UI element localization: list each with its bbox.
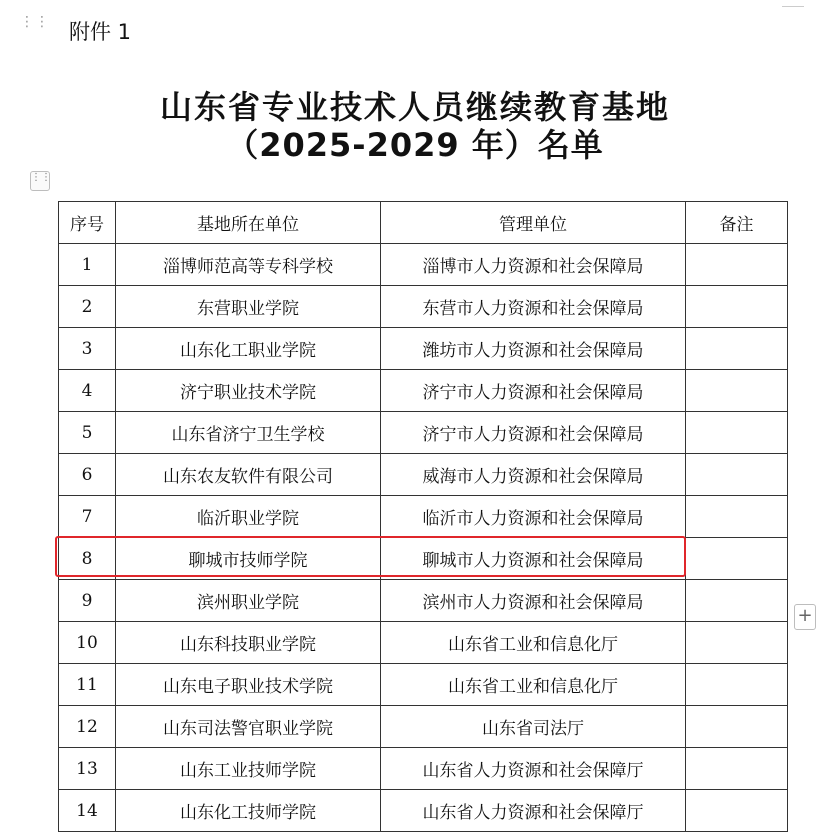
cell-seq: 14 bbox=[59, 790, 116, 832]
table-row bbox=[59, 622, 788, 664]
cell-manager: 山东省人力资源和社会保障厅 bbox=[381, 790, 686, 832]
cell-unit: 山东化工技师学院 bbox=[116, 790, 381, 832]
cell-manager: 济宁市人力资源和社会保障局 bbox=[381, 370, 686, 412]
table-row bbox=[59, 286, 788, 328]
drag-handle-icon[interactable]: ⋮⋮ bbox=[20, 14, 50, 30]
cell-seq: 4 bbox=[59, 370, 116, 412]
cell-note bbox=[686, 664, 788, 706]
cell-seq: 9 bbox=[59, 580, 116, 622]
base-list-table bbox=[58, 201, 788, 832]
cell-seq: 10 bbox=[59, 622, 116, 664]
table-row bbox=[59, 454, 788, 496]
header-manager: 管理单位 bbox=[381, 202, 686, 244]
cell-seq: 2 bbox=[59, 286, 116, 328]
cell-unit: 山东电子职业技术学院 bbox=[116, 664, 381, 706]
table-row bbox=[59, 244, 788, 286]
cell-unit: 东营职业学院 bbox=[116, 286, 381, 328]
header-seq: 序号 bbox=[59, 202, 116, 244]
attachment-label: 附件 1 bbox=[69, 20, 132, 44]
cell-note bbox=[686, 286, 788, 328]
page-corner-mark bbox=[782, 0, 804, 7]
document-title-line2: （2025-2029 年）名单 bbox=[226, 126, 604, 164]
table-row bbox=[59, 706, 788, 748]
cell-note bbox=[686, 538, 788, 580]
cell-manager: 潍坊市人力资源和社会保障局 bbox=[381, 328, 686, 370]
cell-note bbox=[686, 496, 788, 538]
cell-note bbox=[686, 790, 788, 832]
table-row bbox=[59, 496, 788, 538]
plus-icon: + bbox=[797, 605, 813, 626]
cell-seq: 11 bbox=[59, 664, 116, 706]
cell-manager: 东营市人力资源和社会保障局 bbox=[381, 286, 686, 328]
cell-seq: 1 bbox=[59, 244, 116, 286]
cell-unit: 临沂职业学院 bbox=[116, 496, 381, 538]
cell-manager: 山东省工业和信息化厅 bbox=[381, 622, 686, 664]
cell-manager: 山东省人力资源和社会保障厅 bbox=[381, 748, 686, 790]
cell-seq: 6 bbox=[59, 454, 116, 496]
cell-manager: 临沂市人力资源和社会保障局 bbox=[381, 496, 686, 538]
table-row-highlighted bbox=[59, 538, 788, 580]
cell-manager: 淄博市人力资源和社会保障局 bbox=[381, 244, 686, 286]
document-title-line1: 山东省专业技术人员继续教育基地 bbox=[159, 88, 670, 126]
cell-unit: 山东司法警官职业学院 bbox=[116, 706, 381, 748]
table-row bbox=[59, 790, 788, 832]
cell-note bbox=[686, 412, 788, 454]
cell-note bbox=[686, 622, 788, 664]
cell-unit: 山东工业技师学院 bbox=[116, 748, 381, 790]
cell-note bbox=[686, 454, 788, 496]
table-header-row bbox=[59, 202, 788, 244]
cell-unit: 山东农友软件有限公司 bbox=[116, 454, 381, 496]
cell-note bbox=[686, 370, 788, 412]
cell-unit: 淄博师范高等专科学校 bbox=[116, 244, 381, 286]
cell-note bbox=[686, 244, 788, 286]
cell-unit: 滨州职业学院 bbox=[116, 580, 381, 622]
table-row bbox=[59, 580, 788, 622]
cell-note bbox=[686, 706, 788, 748]
cell-seq: 13 bbox=[59, 748, 116, 790]
cell-manager: 山东省工业和信息化厅 bbox=[381, 664, 686, 706]
cell-seq: 3 bbox=[59, 328, 116, 370]
cell-unit: 山东化工职业学院 bbox=[116, 328, 381, 370]
cell-unit: 聊城市技师学院 bbox=[116, 538, 381, 580]
cell-note bbox=[686, 580, 788, 622]
cell-seq: 7 bbox=[59, 496, 116, 538]
cell-manager: 威海市人力资源和社会保障局 bbox=[381, 454, 686, 496]
cell-manager: 山东省司法厅 bbox=[381, 706, 686, 748]
table-move-handle-icon[interactable]: ⋮⋮ bbox=[30, 171, 50, 191]
cell-manager: 济宁市人力资源和社会保障局 bbox=[381, 412, 686, 454]
table-row bbox=[59, 370, 788, 412]
table-row bbox=[59, 664, 788, 706]
cell-seq: 5 bbox=[59, 412, 116, 454]
header-unit: 基地所在单位 bbox=[116, 202, 381, 244]
table-row bbox=[59, 328, 788, 370]
cell-seq: 12 bbox=[59, 706, 116, 748]
add-row-button[interactable] bbox=[794, 604, 816, 630]
cell-note bbox=[686, 328, 788, 370]
cell-unit: 山东省济宁卫生学校 bbox=[116, 412, 381, 454]
table-row bbox=[59, 748, 788, 790]
cell-manager: 聊城市人力资源和社会保障局 bbox=[381, 538, 686, 580]
table-row bbox=[59, 412, 788, 454]
cell-unit: 济宁职业技术学院 bbox=[116, 370, 381, 412]
cell-seq: 8 bbox=[59, 538, 116, 580]
cell-note bbox=[686, 748, 788, 790]
cell-manager: 滨州市人力资源和社会保障局 bbox=[381, 580, 686, 622]
cell-unit: 山东科技职业学院 bbox=[116, 622, 381, 664]
header-note: 备注 bbox=[686, 202, 788, 244]
